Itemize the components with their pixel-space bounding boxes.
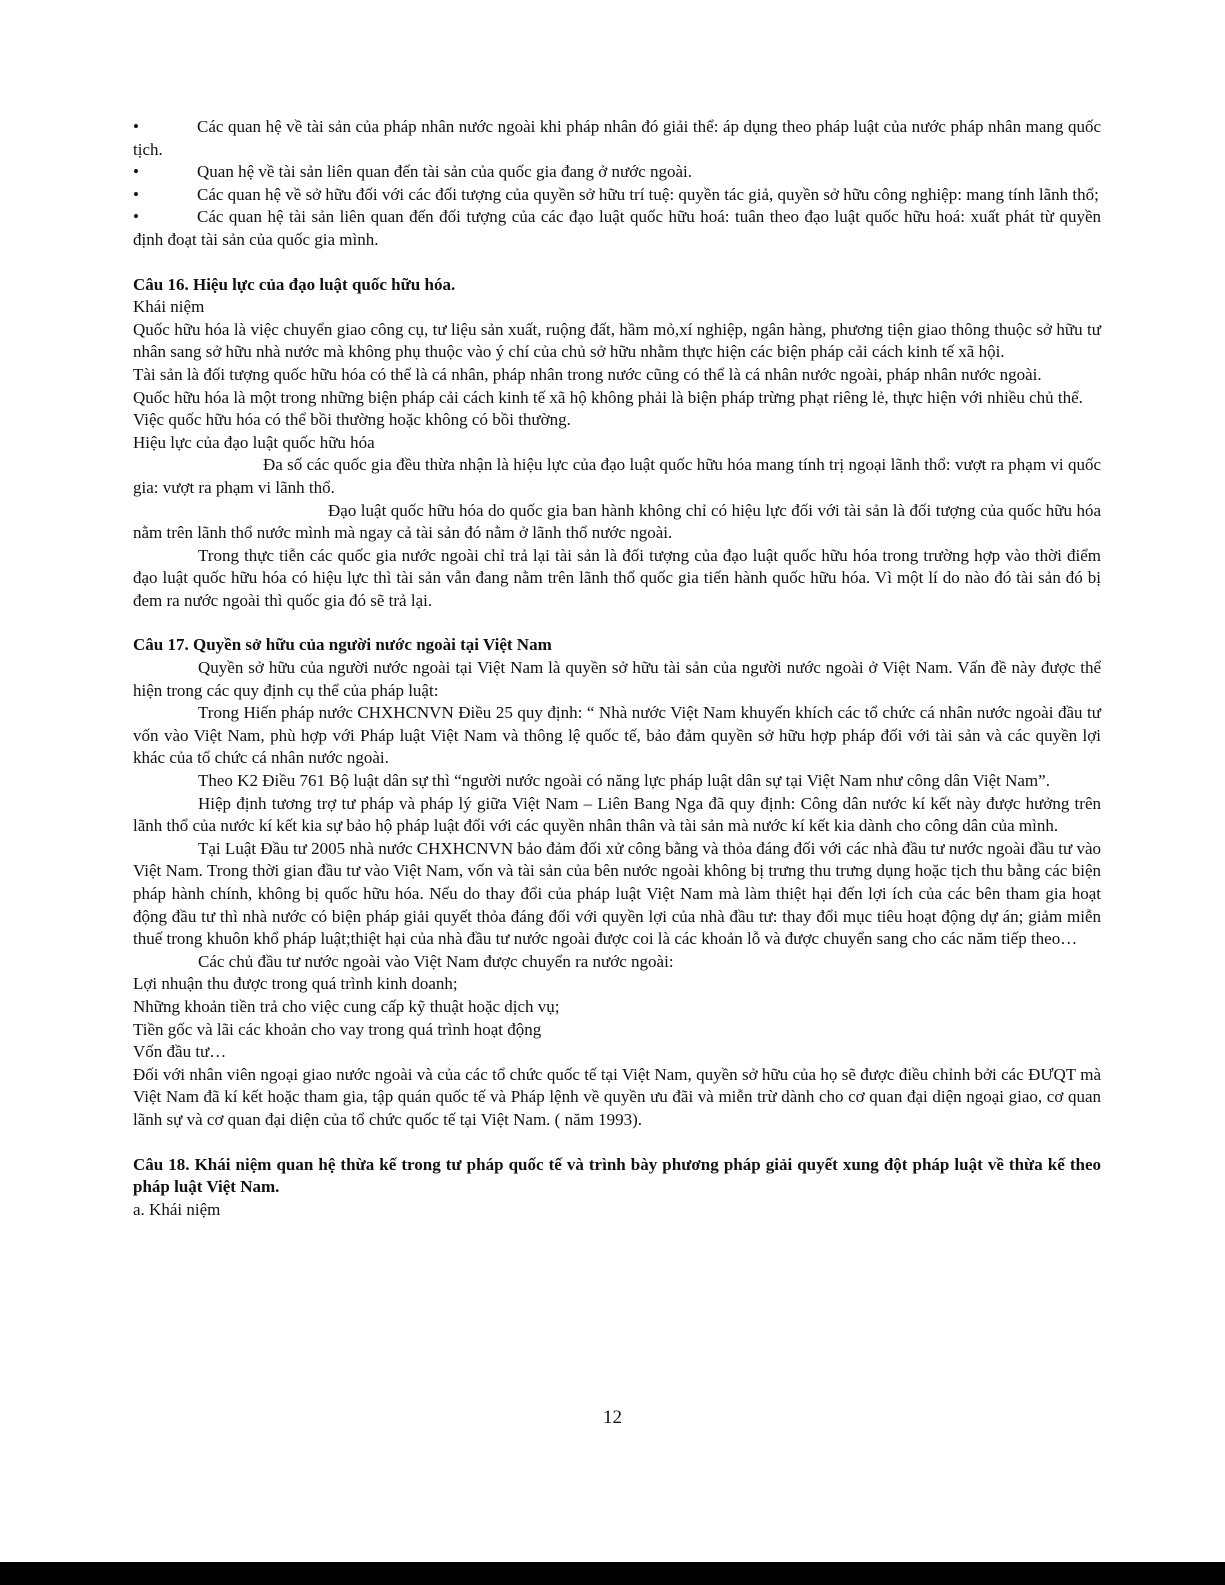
section-heading-q18: Câu 18. Khái niệm quan hệ thừa kế trong tư pháp quốc tế và trình bày phương pháp giải quyết xung đột pháp luật về thừa kế theo pháp luật Việt Nam. (133, 1154, 1101, 1197)
section-heading-q17: Câu 17. Quyền sở hữu của người nước ngoài tại Việt Nam (133, 635, 552, 655)
paragraph: Các chủ đầu tư nước ngoài vào Việt Nam được chuyển ra nước ngoài: (198, 951, 674, 971)
paragraph: a. Khái niệm (133, 1199, 221, 1219)
bullet-dot: • (133, 207, 139, 227)
bullet-item (133, 206, 1101, 251)
paragraph: Quốc hữu hóa là việc chuyển giao công cụ, tư liệu sản xuất, ruộng đất, hầm mỏ,xí nghiệp, ngân hàng, phương tiện giao thông thuộc sở hữu tư nhân sang sở hữu nhà nước mà không phụ thuộc vào ý chí của chủ sở hữu nhằm thực hiện các biện pháp cải cách kinh tế xã hội. (133, 319, 1101, 362)
paragraph: Tại Luật Đầu tư 2005 nhà nước CHXHCNVN bảo đảm đối xử công bằng và thỏa đáng đối với các nhà đầu tư nước ngoài đầu tư vào Việt Nam. Trong thời gian đầu tư vào Việt Nam, vốn và tài sản của bên nước ngoài không bị trưng thu trưng dụng hoặc tịch thu bằng các biện pháp hành chính, không bị quốc hữu hóa. Nếu do thay đổi của pháp luật Việt Nam mà làm thiệt hại đến lợi ích của các bên tham gia hoạt động đầu tư thì nhà nước có biện pháp giải quyết thỏa đáng đối với quyền lợi của nhà đầu tư: thay đổi mục tiêu hoạt động dự án; giảm miễn thuế trong khuôn khổ pháp luật;thiệt hại của nhà đầu tư nước ngoài được coi là các khoản lỗ và được chuyển sang cho các năm tiếp theo… (133, 838, 1101, 949)
bullet-text: Quan hệ về tài sản liên quan đến tài sản của quốc gia đang ở nước ngoài. (197, 162, 693, 182)
bottom-bar (0, 1562, 1225, 1585)
paragraph: Trong thực tiễn các quốc gia nước ngoài chỉ trả lại tài sản là đối tượng của đạo luật quốc hữu hóa trong trường hợp vào thời điểm đạo luật quốc hữu hóa có hiệu lực thì tài sản vẫn đang nằm trên lãnh thổ quốc gia tiến hành quốc hữu hóa. Vì một lí do nào đó tài sản đó bị đem ra nước ngoài thì quốc gia đó sẽ trả lại. (133, 545, 1101, 610)
bullet-text: Các quan hệ tài sản liên quan đến đối tượng của các đạo luật quốc hữu hoá: tuân theo đạo luật quốc hữu hoá: xuất phát từ quyền định đoạt tài sản của quốc gia mình. (133, 207, 1101, 249)
bullet-text: Các quan hệ về sở hữu đối với các đối tượng của quyền sở hữu trí tuệ: quyền tác giả, quyền sở hữu công nghiệp: mang tính lãnh thổ; (197, 184, 1099, 204)
document-body (133, 116, 1101, 1221)
bullet-item (133, 161, 1101, 184)
bullet-item (133, 184, 1101, 207)
bullet-dot: • (133, 184, 139, 204)
paragraph: Quốc hữu hóa là một trong những biện pháp cải cách kinh tế xã hộ không phải là biện pháp trừng phạt riêng lẻ, thực hiện với nhiều chủ thể. (133, 387, 1083, 407)
paragraph: Quyền sở hữu của người nước ngoài tại Việt Nam là quyền sở hữu tài sản của người nước ngoài ở Việt Nam. Vấn đề này được thể hiện trong các quy định cụ thể của pháp luật: (133, 658, 1101, 700)
paragraph: Đối với nhân viên ngoại giao nước ngoài và của các tổ chức quốc tế tại Việt Nam, quyền sở hữu của họ sẽ được điều chỉnh bởi các ĐƯQT mà Việt Nam đã kí kết hoặc tham gia, tập quán quốc tế và Pháp lệnh về quyền ưu đãi và miễn trừ dành cho cơ quan đại diện ngoại giao, cơ quan lãnh sự và cơ quan đại diện của tổ chức quốc tế tại Việt Nam. ( năm 1993). (133, 1064, 1101, 1129)
paragraph: Trong Hiến pháp nước CHXHCNVN Điều 25 quy định: “ Nhà nước Việt Nam khuyến khích các tổ chức cá nhân nước ngoài đầu tư vốn vào Việt Nam, phù hợp với Pháp luật Việt Nam và thông lệ quốc tế, bảo đảm quyền sở hữu hợp pháp đối với tài sản và các quyền lợi khác của tổ chức cá nhân nước ngoài. (133, 703, 1101, 768)
page-number: 12 (603, 1407, 622, 1428)
bullet-dot: • (133, 117, 139, 136)
paragraph: Tài sản là đối tượng quốc hữu hóa có thể là cá nhân, pháp nhân trong nước cũng có thể là cá nhân nước ngoài, pháp nhân nước ngoài. (133, 364, 1042, 384)
paragraph: Đa số các quốc gia đều thừa nhận là hiệu lực của đạo luật quốc hữu hóa mang tính trị ngoại lãnh thổ: vượt ra phạm vi quốc gia: vượt ra phạm vi lãnh thổ. (133, 455, 1101, 497)
paragraph: Những khoản tiền trả cho việc cung cấp kỹ thuật hoặc dịch vụ; (133, 996, 560, 1016)
paragraph: Khái niệm (133, 297, 205, 317)
section-heading-q16: Câu 16. Hiệu lực của đạo luật quốc hữu hóa. (133, 274, 456, 294)
paragraph: Vốn đầu tư… (133, 1042, 227, 1062)
paragraph: Hiệp định tương trợ tư pháp và pháp lý giữa Việt Nam – Liên Bang Nga đã quy định: Công dân nước kí kết này được hưởng trên lãnh thổ của nước kí kết kia sự bảo hộ pháp luật đối với các quyền nhân thân và tài sản mà nước kí kết kia dành cho công dân của mình. (133, 793, 1101, 836)
paragraph: Việc quốc hữu hóa có thể bồi thường hoặc không có bồi thường. (133, 410, 571, 430)
bullet-dot: • (133, 162, 139, 182)
paragraph: Lợi nhuận thu được trong quá trình kinh doanh; (133, 974, 458, 994)
paragraph: Tiền gốc và lãi các khoản cho vay trong quá trình hoạt động (133, 1019, 542, 1039)
bullet-item (133, 116, 1101, 161)
paragraph: Đạo luật quốc hữu hóa do quốc gia ban hành không chỉ có hiệu lực đối với tài sản là đối tượng của quốc hữu hóa nằm trên lãnh thổ nước mình mà ngay cả tài sản đó nằm ở lãnh thổ nước ngoài. (133, 500, 1101, 543)
bullet-text: Các quan hệ về tài sản của pháp nhân nước ngoài khi pháp nhân đó giải thể: áp dụng theo pháp luật của nước pháp nhân mang quốc tịch. (133, 117, 1101, 159)
paragraph: Hiệu lực của đạo luật quốc hữu hóa (133, 432, 375, 452)
paragraph: Theo K2 Điều 761 Bộ luật dân sự thì “người nước ngoài có năng lực pháp luật dân sự tại Việt Nam như công dân Việt Nam”. (198, 771, 1050, 791)
